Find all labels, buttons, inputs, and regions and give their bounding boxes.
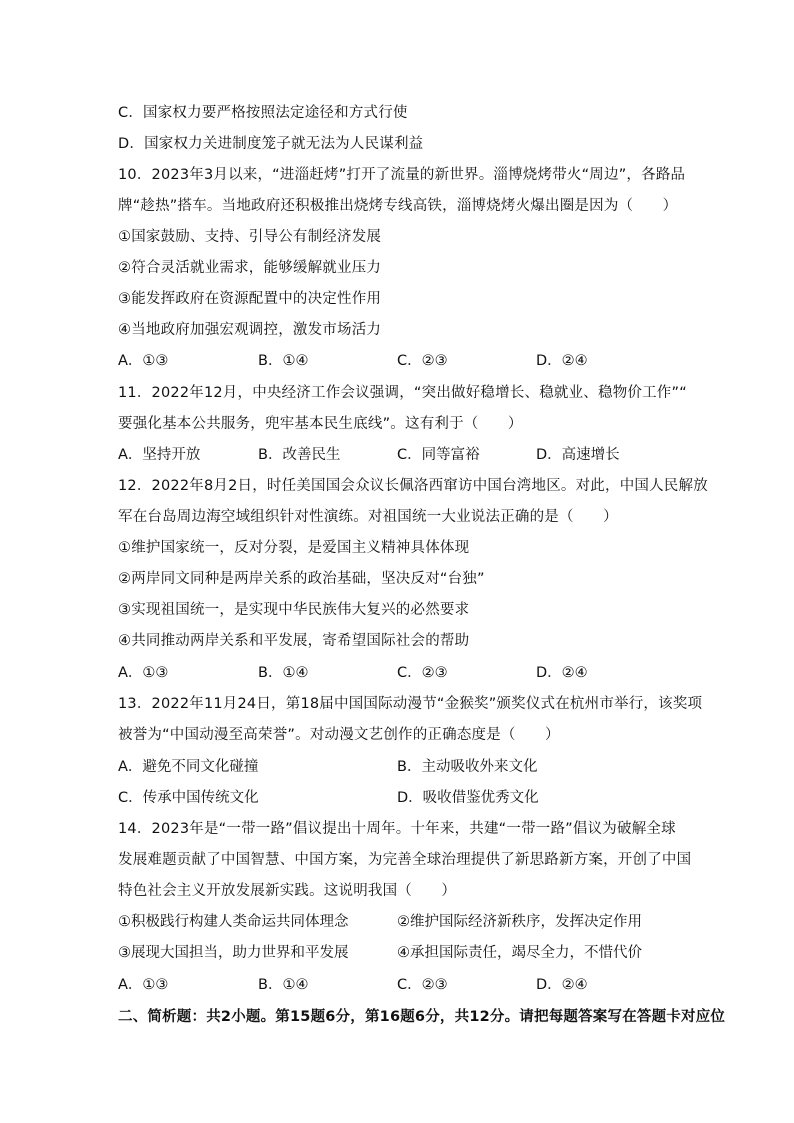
q13-choice-d: D．吸收借鉴优秀文化: [397, 790, 539, 806]
q14-statement-2: ②维护国际经济新秩序，发挥决定作用: [397, 914, 642, 930]
q14-stem-line-1: 14．2023年是“一带一路”倡议提出十周年。十年来，共建“一带一路”倡议为破解全球: [118, 821, 676, 837]
q10-stem-line-2: 牌“趁热”搭车。当地政府还积极推出烧烤专线高铁，淄博烧烤火爆出圈是因为（ ）: [118, 198, 678, 214]
q11-choice-d: D．高速增长: [536, 447, 620, 463]
q14-statement-1: ①积极践行构建人类命运共同体理念: [118, 914, 349, 930]
q11-stem-line-2: 要强化基本公共服务，兜牢基本民生底线”。这有利于（ ）: [118, 416, 523, 432]
section-2-heading: 二、简析题：共2小题。第15题6分，第16题6分，共12分。请把每题答案写在答题卡对应位: [118, 1009, 726, 1025]
q10-choice-d: D．②④: [536, 353, 588, 369]
q14-choice-b: B．①④: [258, 977, 309, 993]
q12-stem-line-1: 12．2022年8月2日，时任美国国会众议长佩洛西窜访中国台湾地区。对此，中国人民解放: [118, 478, 708, 494]
q10-statement-1: ①国家鼓励、支持、引导公有制经济发展: [118, 229, 382, 245]
q11-choice-c: C．同等富裕: [397, 447, 480, 463]
q14-choice-a: A．①③: [118, 977, 169, 993]
q11-stem-line-1: 11．2022年12月，中央经济工作会议强调，“突出做好稳增长、稳就业、稳物价工作”“: [118, 385, 687, 401]
q10-statement-2: ②符合灵活就业需求，能够缓解就业压力: [118, 260, 382, 276]
q12-statement-4: ④共同推动两岸关系和平发展，寄希望国际社会的帮助: [118, 633, 470, 649]
q13-choice-c: C．传承中国传统文化: [118, 790, 259, 806]
q12-statement-2: ②两岸同文同种是两岸关系的政治基础，坚决反对“台独”: [118, 571, 485, 587]
q10-choice-b: B．①④: [258, 353, 309, 369]
q12-stem-line-2: 军在台岛周边海空域组织针对性演练。对祖国统一大业说法正确的是（ ）: [118, 509, 618, 525]
q11-choice-b: B．改善民生: [258, 447, 341, 463]
q10-statement-4: ④当地政府加强宏观调控，激发市场活力: [118, 322, 382, 338]
q13-stem-line-1: 13．2022年11月24日，第18届中国国际动漫节“金猴奖”颁奖仪式在杭州市举行，该奖项: [118, 696, 703, 712]
q10-statement-3: ③能发挥政府在资源配置中的决定性作用: [118, 291, 382, 307]
q14-stem-line-3: 特色社会主义开放发展新实践。这说明我国（ ）: [118, 883, 457, 899]
q10-choice-c: C．②③: [397, 353, 448, 369]
q12-statement-3: ③实现祖国统一，是实现中华民族伟大复兴的必然要求: [118, 602, 470, 618]
q9-option-d: D．国家权力关进制度笼子就无法为人民谋利益: [118, 136, 424, 152]
q13-stem-line-2: 被誉为“中国动漫至高荣誉”。对动漫文艺创作的正确态度是（ ）: [118, 727, 560, 743]
q9-option-c: C．国家权力要严格按照法定途径和方式行使: [118, 105, 408, 121]
q12-choice-c: C．②③: [397, 665, 448, 681]
q10-choice-a: A．①③: [118, 353, 169, 369]
q13-choice-b: B．主动吸收外来文化: [397, 759, 538, 775]
q12-choice-d: D．②④: [536, 665, 588, 681]
q10-stem-line-1: 10．2023年3月以来，“进淄赶烤”打开了流量的新世界。淄博烧烤带火“周边”，各路品: [118, 167, 686, 183]
q11-choice-a: A．坚持开放: [118, 447, 201, 463]
q14-choice-c: C．②③: [397, 977, 448, 993]
q13-choice-a: A．避免不同文化碰撞: [118, 759, 259, 775]
q12-choice-a: A．①③: [118, 665, 169, 681]
q14-statement-3: ③展现大国担当，助力世界和平发展: [118, 945, 349, 961]
q14-statement-4: ④承担国际责任，竭尽全力，不惜代价: [397, 945, 642, 961]
q12-choice-b: B．①④: [258, 665, 309, 681]
q14-stem-line-2: 发展难题贡献了中国智慧、中国方案，为完善全球治理提供了新思路新方案，开创了中国: [118, 852, 692, 868]
q12-statement-1: ①维护国家统一，反对分裂，是爱国主义精神具体体现: [118, 540, 470, 556]
q14-choice-d: D．②④: [536, 977, 588, 993]
